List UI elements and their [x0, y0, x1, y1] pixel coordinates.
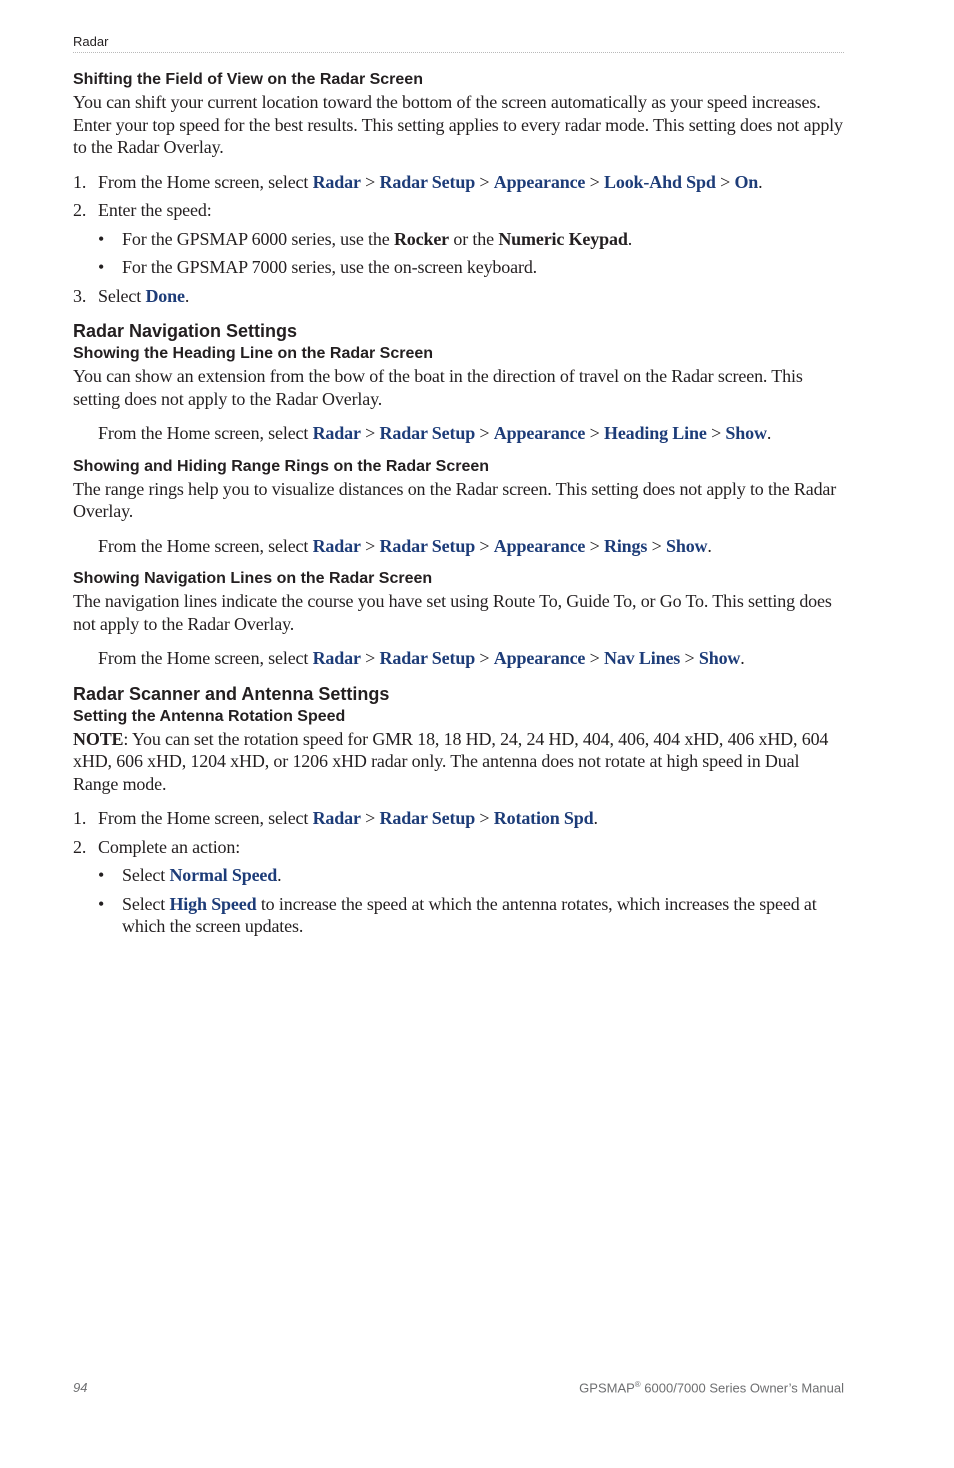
section-shift-field-of-view [73, 69, 848, 307]
menu-path-appearance[interactable]: Appearance [493, 535, 586, 556]
running-header [73, 34, 844, 53]
rotation-step-2: 2. Complete an action: [73, 836, 241, 857]
menu-path-look-ahd-spd[interactable]: Look-Ahd Spd [603, 171, 716, 192]
menu-path-done[interactable]: Done [145, 285, 185, 306]
menu-path-appearance[interactable]: Appearance [493, 423, 586, 443]
rotation-step-1: 1. From the Home screen, select Radar > Radar Setup > Rotation Spd. [73, 808, 598, 828]
bullet-7000-series: • For the GPSMAP 7000 series, use the on-screen keyboard. [98, 257, 538, 277]
menu-path-on[interactable]: On [734, 171, 759, 192]
menu-path-radar-setup[interactable]: Radar Setup [379, 648, 476, 668]
rocker-label: Rocker [393, 228, 450, 249]
range-rings-title: Showing and Hiding Range Rings on the Radar Screen [73, 457, 490, 475]
menu-path-heading-line[interactable]: Heading Line [603, 423, 707, 443]
menu-path-show[interactable]: Show [698, 648, 741, 668]
menu-path-radar[interactable]: Radar [312, 423, 361, 443]
page-number: 94 [73, 1380, 88, 1395]
range-rings-para: The range rings help you to visualize distances on the Radar screen. This setting does not apply to the Radar Overlay. [73, 478, 837, 521]
menu-path-radar[interactable]: Radar [312, 808, 361, 828]
menu-path-rotation-spd[interactable]: Rotation Spd [493, 808, 594, 828]
step-3: 3. Select Done. [73, 285, 190, 306]
shift-fov-para: You can shift your current location toward the bottom of the screen automatically as your speed increases. Enter your top speed for the best results. This setting applies to every radar mode. This setting does not apply to the Radar Overlay. [73, 92, 843, 157]
step-2: 2. Enter the speed: [73, 200, 212, 220]
step-1: 1. From the Home screen, select Radar > Radar Setup > Appearance > Look-Ahd Spd > On. [73, 171, 763, 192]
range-rings-instruction: From the Home screen, select Radar > Radar Setup > Appearance > Rings > Show. [98, 535, 712, 556]
rotation-speed-title: Setting the Antenna Rotation Speed [73, 707, 346, 725]
menu-path-normal-speed[interactable]: Normal Speed [169, 865, 278, 885]
menu-path-nav-lines[interactable]: Nav Lines [603, 648, 681, 668]
menu-path-appearance[interactable]: Appearance [493, 648, 586, 668]
menu-path-radar-setup[interactable]: Radar Setup [379, 535, 476, 556]
section-radar-navigation-settings [73, 319, 848, 670]
menu-path-radar-setup[interactable]: Radar Setup [379, 423, 476, 443]
bullet-high-speed: • Select High Speed to increase the speed at which the antenna rotates, which increases the speed at which the screen updates. [98, 893, 817, 936]
note-label: NOTE [73, 728, 124, 749]
menu-path-radar[interactable]: Radar [312, 535, 361, 556]
menu-path-show[interactable]: Show [665, 535, 708, 556]
menu-path-radar[interactable]: Radar [312, 171, 361, 192]
heading-line-para: You can show an extension from the bow of the boat in the direction of travel on the Radar screen. This setting does not apply to the Radar Overlay. [73, 366, 803, 409]
menu-path-rings[interactable]: Rings [603, 535, 648, 556]
heading-line-title: Showing the Heading Line on the Radar Screen [73, 345, 434, 362]
nav-lines-para: The navigation lines indicate the course you have set using Route To, Guide To, or Go To. This setting does not apply to the Radar Overlay. [73, 591, 832, 634]
menu-path-radar-setup[interactable]: Radar Setup [379, 171, 476, 192]
numeric-keypad-label: Numeric Keypad [498, 228, 628, 249]
bullet-normal-speed: • Select Normal Speed. [98, 865, 282, 885]
menu-path-appearance[interactable]: Appearance [493, 171, 586, 192]
section-radar-scanner-antenna [73, 682, 848, 938]
heading-line-instruction: From the Home screen, select Radar > Radar Setup > Appearance > Heading Line > Show. [98, 423, 772, 443]
nav-lines-instruction: From the Home screen, select Radar > Radar Setup > Appearance > Nav Lines > Show. [98, 648, 745, 668]
manual-title: GPSMAP® 6000/7000 Series Owner’s Manual [579, 1380, 844, 1396]
page-content [73, 69, 848, 938]
menu-path-show[interactable]: Show [725, 423, 767, 443]
nav-lines-title: Showing Navigation Lines on the Radar Screen [73, 570, 433, 587]
rotation-speed-note: NOTE: You can set the rotation speed for GMR 18, 18 HD, 24, 24 HD, 404, 406, 404 xHD, 406 xHD, 604 xHD, 606 xHD, 1204 xHD, or 1206 xHD radar only. The antenna does not rotate at high speed in Dual Range mode. [73, 728, 829, 794]
scanner-antenna-heading: Radar Scanner and Antenna Settings [73, 683, 390, 704]
menu-path-radar-setup[interactable]: Radar Setup [379, 808, 476, 828]
radar-nav-settings-heading: Radar Navigation Settings [73, 321, 298, 341]
header-section: Radar [73, 34, 109, 49]
menu-path-radar[interactable]: Radar [312, 648, 361, 668]
bullet-6000-series: • For the GPSMAP 6000 series, use the Rocker or the Numeric Keypad. [98, 228, 633, 249]
menu-path-high-speed[interactable]: High Speed [169, 893, 257, 914]
shift-fov-title: Shifting the Field of View on the Radar Screen [73, 71, 423, 88]
